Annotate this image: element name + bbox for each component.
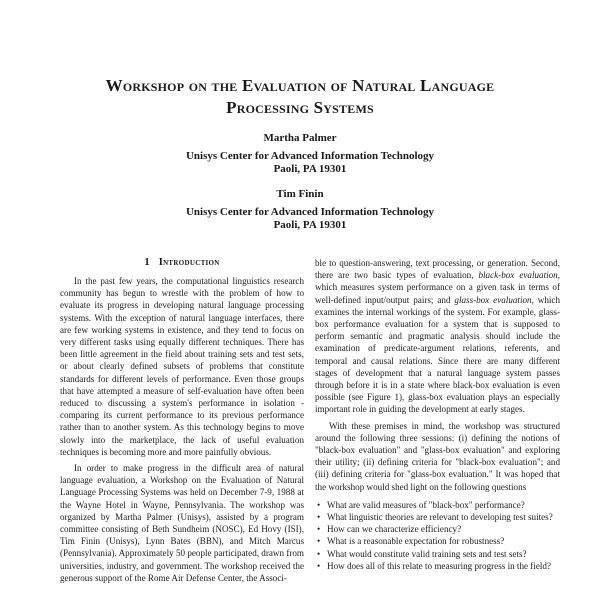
term-glass-box-evaluation: glass-box evaluation <box>454 294 532 305</box>
list-item <box>315 511 560 523</box>
section-number: 1 <box>144 257 150 268</box>
right-paragraph-1-text-c: , which examines the internal workings of the system. For example, glass-box performance evaluation for a system that is supposed to perform semantic and pragmatic analysis should include the examination of predicate-argument relations, referents, and temporal and causal relations. Since there are many different stages of development that a natural language system passes through before it is in a state where black-box evaluation is even possible (see Figure 1), glass-box evaluation plays an especially important role in guiding the development at early stages. <box>315 294 560 415</box>
author-1-name: Martha Palmer <box>263 132 337 144</box>
bullet-icon: • <box>317 548 321 559</box>
bullet-icon: • <box>317 536 321 547</box>
left-column <box>60 275 304 584</box>
question-text: What linguistic theories are relevant to developing test suites? <box>327 512 553 523</box>
section-title: Introduction <box>158 257 220 268</box>
right-paragraph-1-text-b: , which measures system performance on a given task in terms of well-defined input/output pairs; and <box>315 270 560 305</box>
list-item <box>315 535 560 547</box>
list-item <box>315 499 560 511</box>
right-paragraph-1-text-a: ble to question-answering, text processing, or generation. Second, there are two basic types of evaluation, <box>315 258 560 281</box>
paper-title-line-1: Workshop on the Evaluation of Natural Language <box>105 76 495 95</box>
author-1-address: Paoli, PA 19301 <box>273 163 347 175</box>
term-black-box-evaluation: black-box evaluation <box>478 270 558 281</box>
list-item <box>315 523 560 535</box>
question-text: How does all of this relate to measuring progress in the field? <box>327 560 552 571</box>
question-text: How can we characterize efficiency? <box>327 524 462 535</box>
author-2-name: Tim Finin <box>276 188 324 200</box>
bullet-icon: • <box>317 512 321 523</box>
intro-paragraph-2: In order to make progress in the difficult area of natural language evaluation, a Workshop on the Evaluation of Natural Language Processing Systems was held on December 7-9, 1988 at the Wayne Hotel in Wayne, Pennsylvania. The workshop was organized by Martha Palmer (Unisys), assisted by a program committee consisting of Beth Sundheim (NOSC), Ed Hovy (ISI), Tim Finin (Unisys), Lynn Bates (BBN), and Mitch Marcus (Pennsylvania). Approximately 50 people participated, drawn from universities, industry, and government. The workshop received the generous support of the Rome Air Defense Center, the Associ- <box>60 463 304 583</box>
right-paragraph-1 <box>315 257 560 416</box>
question-text: What are valid measures of "black-box" performance? <box>327 499 525 510</box>
author-1-affiliation: Unisys Center for Advanced Information Technology <box>185 150 435 162</box>
right-column <box>315 257 560 572</box>
author-2-address: Paoli, PA 19301 <box>273 219 347 231</box>
paper-title-line-2: Processing Systems <box>226 98 374 117</box>
right-paragraph-2: With these premises in mind, the workshop was structured around the following three sessions: (i) defining the notions of "black-box evaluation" and "glass-box evaluation" and exploring their utility; (ii) defining criteria for "black-box evaluation"; and (iii) defining criteria for "glass-box evaluation." It was hoped that the workshop would shed light on the following questions <box>315 420 560 492</box>
list-item <box>315 560 560 572</box>
section-heading <box>60 257 304 268</box>
intro-paragraph-1: In the past few years, the computational linguistics research community has begun to wrestle with the problem of how to evaluate its progress in developing natural language processing systems. With the exception of natural language interfaces, there are few working systems in existence, and they tend to focus on very different tasks using equally different techniques. There has been little agreement in the field about training sets and test sets, or about clearly defined subsets of problems that constitute standards for different levels of performance. Even those groups that have attempted a measure of self-evaluation have often been reduced to discussing a system's performance in isolation - comparing its current performance to its previous performance rather than to another system. As this technology begins to move slowly into the marketplace, the lack of useful evaluation techniques is becoming more and more painfully obvious. <box>60 276 304 457</box>
author-2-affiliation: Unisys Center for Advanced Information Technology <box>185 206 435 218</box>
question-list <box>315 499 560 572</box>
bullet-icon: • <box>317 560 321 571</box>
bullet-icon: • <box>317 499 321 510</box>
question-text: What would constitute valid training sets and test sets? <box>327 548 527 559</box>
bullet-icon: • <box>317 524 321 535</box>
question-text: What is a reasonable expectation for robustness? <box>327 536 505 547</box>
list-item <box>315 548 560 560</box>
